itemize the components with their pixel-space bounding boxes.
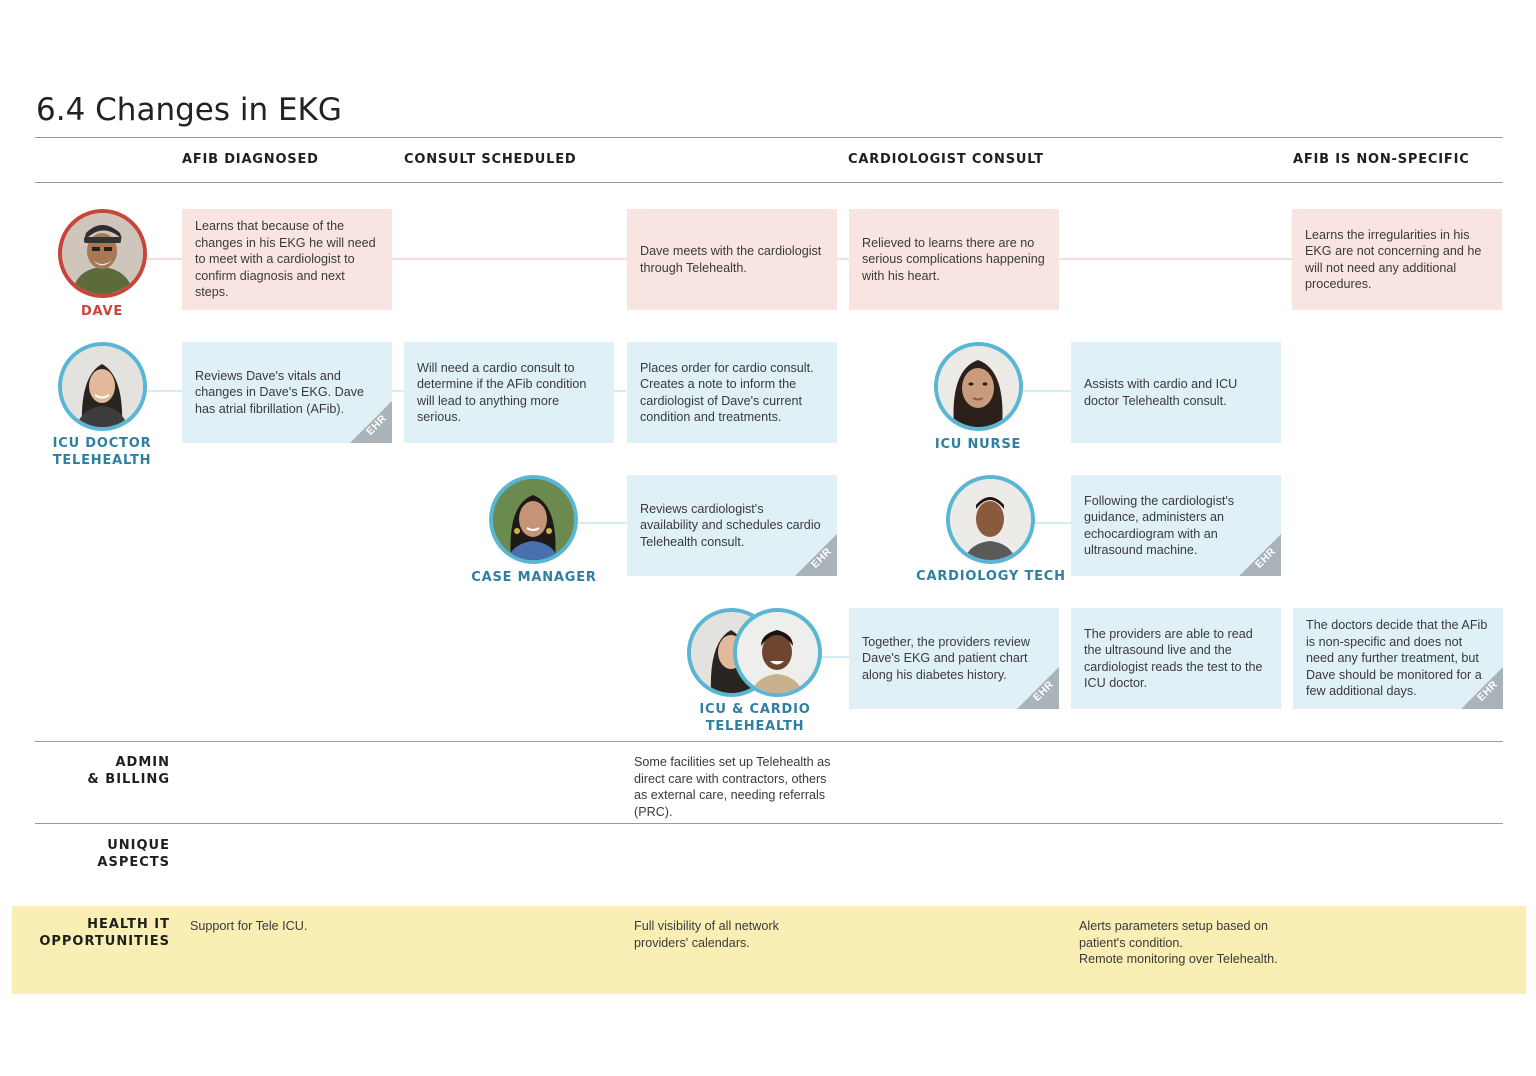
card-dave-meets-cardiologist: Dave meets with the cardiologist through Telehealth. — [627, 209, 837, 310]
health-it-note-calendars: Full visibility of all network providers' calendars. — [634, 919, 779, 950]
unique-rule — [35, 823, 1503, 824]
ehr-tag-label: EHR — [1253, 544, 1279, 571]
cardiologist-joint-avatar — [733, 608, 822, 697]
card-dave-afib-diagnosed: Learns that because of the changes in his EKG he will need to meet with a cardiologist to confirm diagnosis and next steps. — [182, 209, 392, 310]
card-joint-decision: The doctors decide that the AFib is non-specific and does not need any further treatment, but Dave should be monitored for a few additional days. EHR — [1293, 608, 1503, 709]
persona-label-icu-cardio: ICU & CARDIO TELEHEALTH — [699, 702, 811, 734]
phase-afib-diagnosed: AFIB DIAGNOSED — [182, 152, 319, 167]
card-tech-echocardiogram: Following the cardiologist's guidance, administers an echocardiogram with an ultrasound machine. EHR — [1071, 475, 1281, 576]
phase-consult-scheduled: CONSULT SCHEDULED — [404, 152, 577, 167]
cardiology-tech-avatar — [946, 475, 1035, 564]
card-doctor-places-order: Places order for cardio consult. Creates a note to inform the cardiologist of Dave's current condition and treatments. — [627, 342, 837, 443]
row-label-health-it: HEALTH IT OPPORTUNITIES — [39, 917, 170, 949]
card-doctor-reviews-vitals: Reviews Dave's vitals and changes in Dave's EKG. Dave has atrial fibrillation (AFib). EHR — [182, 342, 392, 443]
phase-cardiologist-consult: CARDIOLOGIST CONSULT — [848, 152, 1044, 167]
case-manager-avatar — [489, 475, 578, 564]
persona-label-icu-doctor: ICU DOCTOR TELEHEALTH — [52, 436, 152, 468]
admin-rule — [35, 741, 1503, 742]
phase-afib-non-specific: AFIB IS NON-SPECIFIC — [1293, 152, 1470, 167]
header-rule-bottom — [35, 182, 1503, 183]
page-title: 6.4 Changes in EKG — [36, 92, 342, 128]
ehr-tag-label: EHR — [1475, 677, 1501, 704]
persona-label-case-manager: CASE MANAGER — [471, 570, 597, 585]
cardiology-tech-swimlane-line — [1034, 522, 1072, 524]
case-manager-swimlane-line — [578, 522, 628, 524]
card-dave-relieved: Relieved to learns there are no serious complications happening with his heart. — [849, 209, 1059, 310]
ehr-tag-label: EHR — [1031, 677, 1057, 704]
admin-note: Some facilities set up Telehealth as direct care with contractors, others as external care, needing referrals (PRC). — [634, 755, 831, 819]
row-label-admin-billing: ADMIN & BILLING — [87, 755, 170, 787]
person-portrait-icon — [950, 479, 1031, 560]
row-label-unique-aspects: UNIQUE ASPECTS — [97, 838, 170, 870]
person-portrait-icon — [938, 346, 1019, 427]
ehr-tag-label: EHR — [809, 544, 835, 571]
card-joint-review: Together, the providers review Dave's EKG and patient chart along his diabetes history. EHR — [849, 608, 1059, 709]
icu-nurse-avatar — [934, 342, 1023, 431]
card-case-manager-schedules: Reviews cardiologist's availability and schedules cardio Telehealth consult. EHR — [627, 475, 837, 576]
person-portrait-icon — [493, 479, 574, 560]
icu-nurse-swimlane-line — [1020, 390, 1072, 392]
icu-doctor-avatar — [58, 342, 147, 431]
persona-label-cardiology-tech: CARDIOLOGY TECH — [916, 569, 1066, 584]
health-it-note-alerts: Alerts parameters setup based on patient's condition. Remote monitoring over Telehealth. — [1079, 919, 1278, 966]
persona-label-dave: DAVE — [80, 304, 124, 319]
person-portrait-icon — [62, 346, 143, 427]
ehr-tag-label: EHR — [364, 411, 390, 438]
card-joint-ultrasound: The providers are able to read the ultrasound live and the cardiologist reads the test to the ICU doctor. — [1071, 608, 1281, 709]
person-portrait-icon — [62, 213, 143, 294]
card-dave-non-specific: Learns the irregularities in his EKG are not concerning and he will not need any additional procedures. — [1292, 209, 1502, 310]
header-rule-top — [35, 137, 1503, 138]
health-it-note-tele-icu: Support for Tele ICU. — [190, 919, 308, 933]
dave-avatar — [58, 209, 147, 298]
persona-label-icu-nurse: ICU NURSE — [934, 437, 1022, 452]
card-doctor-needs-consult: Will need a cardio consult to determine if the AFib condition will lead to anything more serious. — [404, 342, 614, 443]
person-portrait-icon — [737, 612, 818, 693]
card-nurse-assists: Assists with cardio and ICU doctor Telehealth consult. — [1071, 342, 1281, 443]
joint-swimlane-line — [820, 656, 850, 658]
